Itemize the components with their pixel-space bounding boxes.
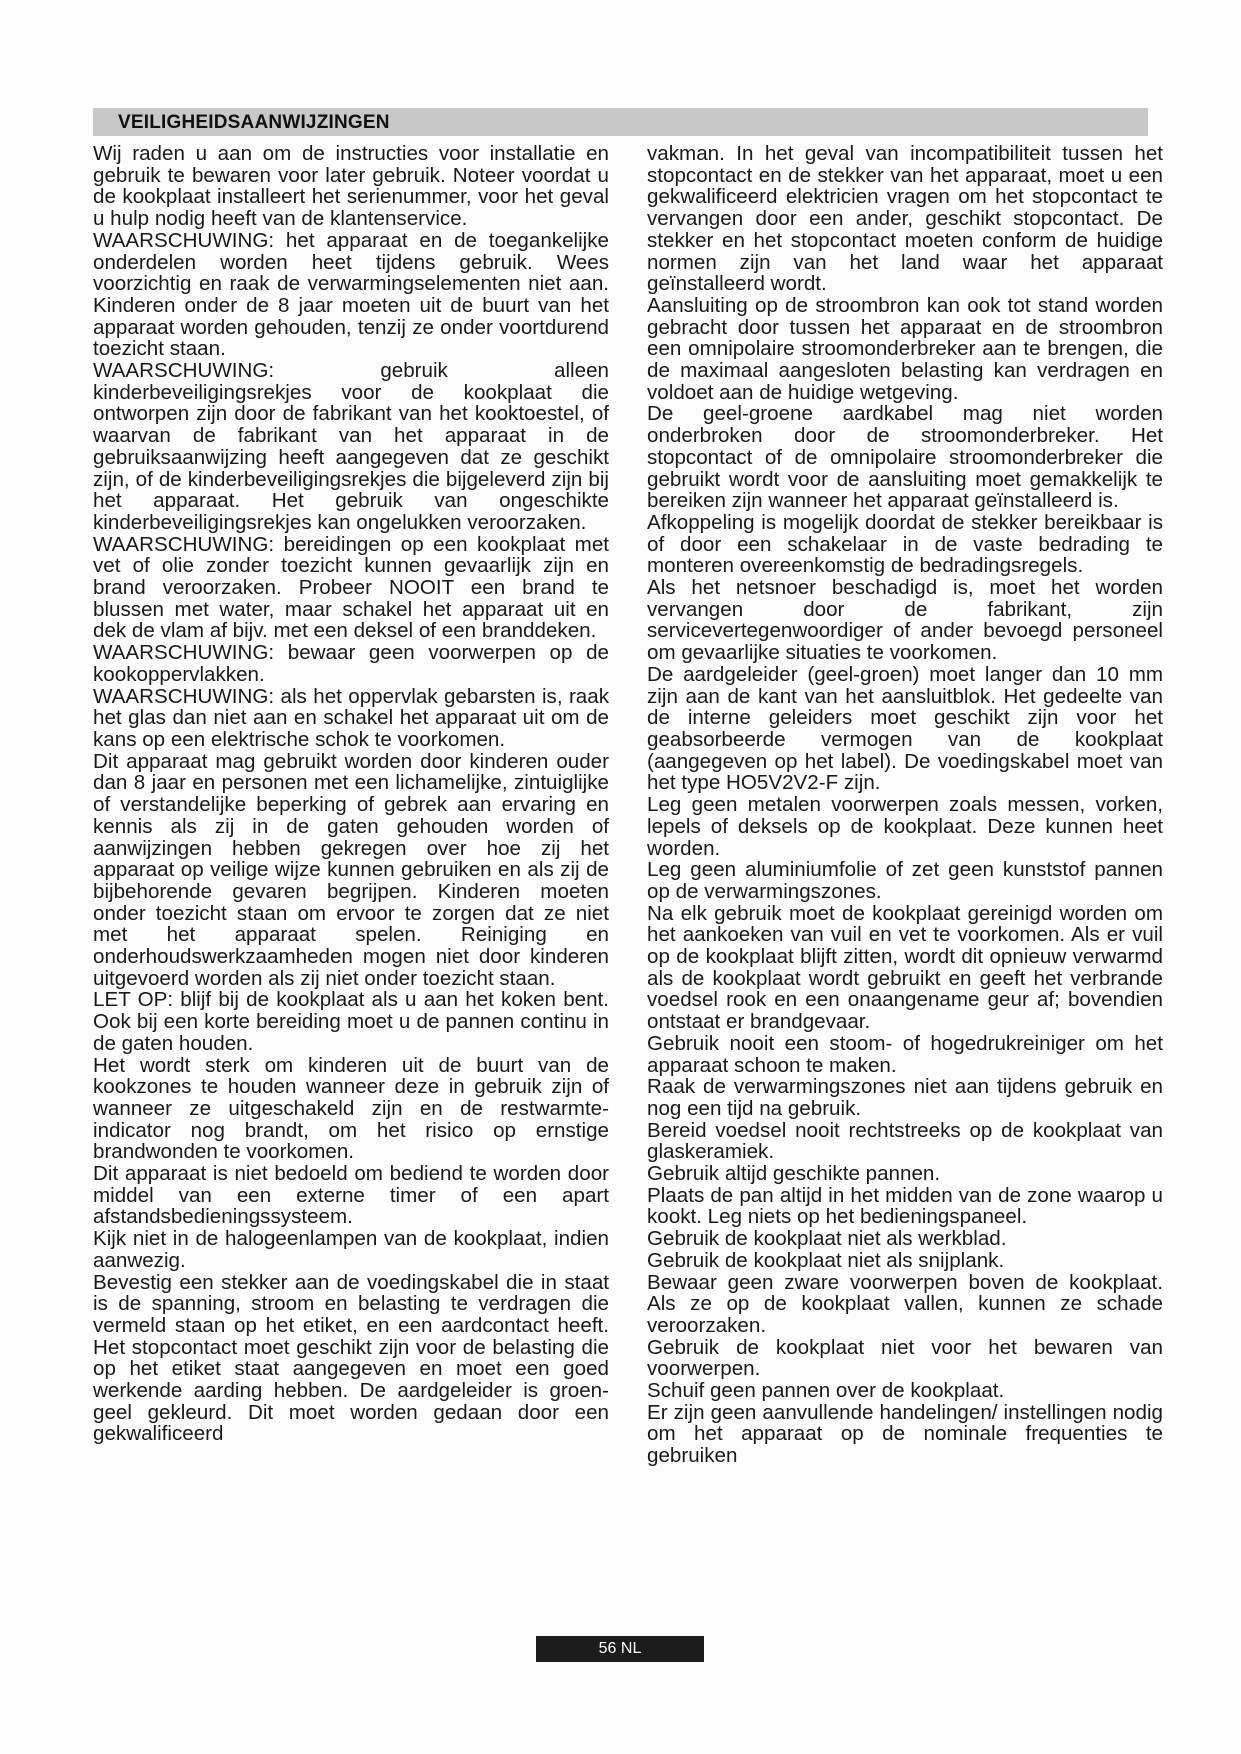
paragraph: Bereid voedsel nooit rechtstreeks op de kookplaat van glaskeramiek. xyxy=(647,1118,1163,1164)
paragraph: Kijk niet in de halogeenlampen van de kookplaat, indien aanwezig. xyxy=(93,1227,609,1272)
paragraph: Aansluiting op de stroombron kan ook tot stand worden gebracht door tussen het apparaat en de stroombron een omnipolaire stroomonderbreker aan te brengen, die de maximaal aangesloten belasting kan verdragen en voldoet aan de huidige wetgeving. xyxy=(647,293,1163,404)
left-column xyxy=(93,143,609,1445)
paragraph: Gebruik de kookplaat niet als werkblad. xyxy=(647,1227,1007,1251)
right-column xyxy=(647,143,1163,1467)
paragraph: Gebruik nooit een stoom- of hogedrukreiniger om het apparaat schoon te maken. xyxy=(647,1031,1163,1077)
page-number-badge: 56 NL xyxy=(536,1636,704,1662)
paragraph: vakman. In het geval van incompatibiliteit tussen het stopcontact en de stekker van het apparaat, moet u een gekwalificeerd elektricien vragen om het stopcontact te vervangen door een ander, geschikt stopcontact. De stekker en het stopcontact moeten conform de huidige normen zijn van het land waar het apparaat geïnstalleerd wordt. xyxy=(647,142,1163,296)
paragraph: WAARSCHUWING: bereidingen op een kookplaat met vet of olie zonder toezicht kunnen gevaarlijk zijn en brand veroorzaken. Probeer NOOIT een brand te blussen met water, maar schakel het apparaat uit en dek de vlam af bijv. met een deksel of een branddeken. xyxy=(93,532,609,643)
paragraph: Dit apparaat mag gebruikt worden door kinderen ouder dan 8 jaar en personen met een lichamelijke, zintuiglijke of verstandelijke beperking of gebrek aan ervaring en kennis als zij in de gaten gehouden worden of aanwijzingen hebben gekregen over hoe zij het apparaat op veilige wijze kunnen gebruiken en als zij de bijbehorende gevaren begrijpen. Kinderen moeten onder toezicht staan om ervoor te zorgen dat ze niet met het apparaat spelen. Reiniging en onderhoudswerkzaamheden mogen niet door kinderen uitgevoerd worden als zij niet onder toezicht staan. xyxy=(93,749,609,990)
paragraph: Schuif geen pannen over de kookplaat. xyxy=(647,1379,1005,1403)
section-header-bar xyxy=(93,108,1148,136)
paragraph: Gebruik de kookplaat niet als snijplank. xyxy=(647,1248,1005,1272)
paragraph: Plaats de pan altijd in het midden van de zone waarop u kookt. Leg niets op het bedieningspaneel. xyxy=(647,1183,1163,1229)
paragraph: Leg geen aluminiumfolie of zet geen kunststof pannen op de verwarmingszones. xyxy=(647,858,1163,903)
paragraph: WAARSCHUWING: het apparaat en de toegankelijke onderdelen worden heet tijdens gebruik. Wees voorzichtig en raak de verwarmingselementen niet aan. Kinderen onder de 8 jaar moeten uit de buurt van het apparaat worden gehouden, tenzij ze onder voortdurend toezicht staan. xyxy=(93,228,609,361)
paragraph: De geel-groene aardkabel mag niet worden onderbroken door de stroomonderbreker. Het stopcontact of de omnipolaire stroomonderbreker die gebruikt wordt voor de aansluiting moet gemakkelijk te bereiken zijn wanneer het apparaat geïnstalleerd is. xyxy=(647,402,1163,513)
paragraph: Als het netsnoer beschadigd is, moet het worden vervangen door de fabrikant, zijn servicevertegenwoordiger of ander bevoegd personeel om gevaarlijke situaties te voorkomen. xyxy=(647,576,1163,665)
paragraph: WAARSCHUWING: bewaar geen voorwerpen op de kookoppervlakken. xyxy=(93,641,609,686)
paragraph: De aardgeleider (geel-groen) moet langer dan 10 mm zijn aan de kant van het aansluitblok. Het gedeelte van de interne geleiders moet geschikt zijn voor het geabsorbeerde vermogen van de kookplaat (aangegeven op het label). De voedingskabel moet van het type HO5V2V2-F zijn. xyxy=(647,662,1163,795)
paragraph: Leg geen metalen voorwerpen zoals messen, vorken, lepels of deksels op de kookplaat. Deze kunnen heet worden. xyxy=(647,793,1163,860)
paragraph: Gebruik de kookplaat niet voor het bewaren van voorwerpen. xyxy=(647,1335,1163,1381)
paragraph: Wij raden u aan om de instructies voor installatie en gebruik te bewaren voor later gebruik. Noteer voordat u de kookplaat installeert het serienummer, voor het geval u hulp nodig heeft van de klantenservice. xyxy=(93,142,609,231)
paragraph: Bevestig een stekker aan de voedingskabel die in staat is de spanning, stroom en belasting te verdragen die vermeld staan op het etiket, en een aardcontact heeft. Het stopcontact moet geschikt zijn voor de belasting die op het etiket staat aangegeven en moet een goed werkende aarding hebben. De aardgeleider is groen-geel gekleurd. Dit moet worden gedaan door een gekwalificeerd xyxy=(93,1270,609,1446)
paragraph: LET OP: blijf bij de kookplaat als u aan het koken bent. Ook bij een korte bereiding moet u de pannen continu in de gaten houden. xyxy=(93,988,609,1055)
paragraph: Het wordt sterk om kinderen uit de buurt van de kookzones te houden wanneer deze in gebruik zijn of wanneer ze uitgeschakeld zijn en de restwarmte-indicator nog brandt, om het risico op ernstige brandwonden te voorkomen. xyxy=(93,1053,609,1164)
paragraph: WAARSCHUWING: gebruik alleen kinderbeveiligingsrekjes voor de kookplaat die ontworpen zijn door de fabrikant van het kooktoestel, of waarvan de fabrikant van het apparaat in de gebruiksaanwijzing heeft aangegeven dat ze geschikt zijn, of de kinderbeveiligingsrekjes die bijgeleverd zijn bij het apparaat. Het gebruik van ongeschikte kinderbeveiligingsrekjes kan ongelukken veroorzaken. xyxy=(93,359,609,534)
paragraph: Er zijn geen aanvullende handelingen/ instellingen nodig om het apparaat op de nominale frequenties te gebruiken xyxy=(647,1400,1163,1468)
paragraph: Na elk gebruik moet de kookplaat gereinigd worden om het aankoeken van vuil en vet te voorkomen. Als er vuil op de kookplaat blijft zitten, wordt dit opnieuw verwarmd als de kookplaat wordt gebruikt en geeft het verbrande voedsel rook en een onaangename geur af; bovendien ontstaat er brandgevaar. xyxy=(647,901,1163,1034)
paragraph: Dit apparaat is niet bedoeld om bediend te worden door middel van een externe timer of een apart afstandsbedieningssysteem. xyxy=(93,1162,609,1229)
section-title: VEILIGHEIDSAANWIJZINGEN xyxy=(118,112,390,133)
paragraph: Bewaar geen zware voorwerpen boven de kookplaat. Als ze op de kookplaat vallen, kunnen ze schade veroorzaken. xyxy=(647,1270,1163,1337)
paragraph: Gebruik altijd geschikte pannen. xyxy=(647,1162,941,1186)
paragraph: WAARSCHUWING: als het oppervlak gebarsten is, raak het glas dan niet aan en schakel het apparaat uit om de kans op een elektrische schok te voorkomen. xyxy=(93,684,609,751)
paragraph: Raak de verwarmingszones niet aan tijdens gebruik en nog een tijd na gebruik. xyxy=(647,1075,1163,1120)
paragraph: Afkoppeling is mogelijk doordat de stekker bereikbaar is of door een schakelaar in de vaste bedrading te monteren overeenkomstig de bedradingsregels. xyxy=(647,510,1163,578)
